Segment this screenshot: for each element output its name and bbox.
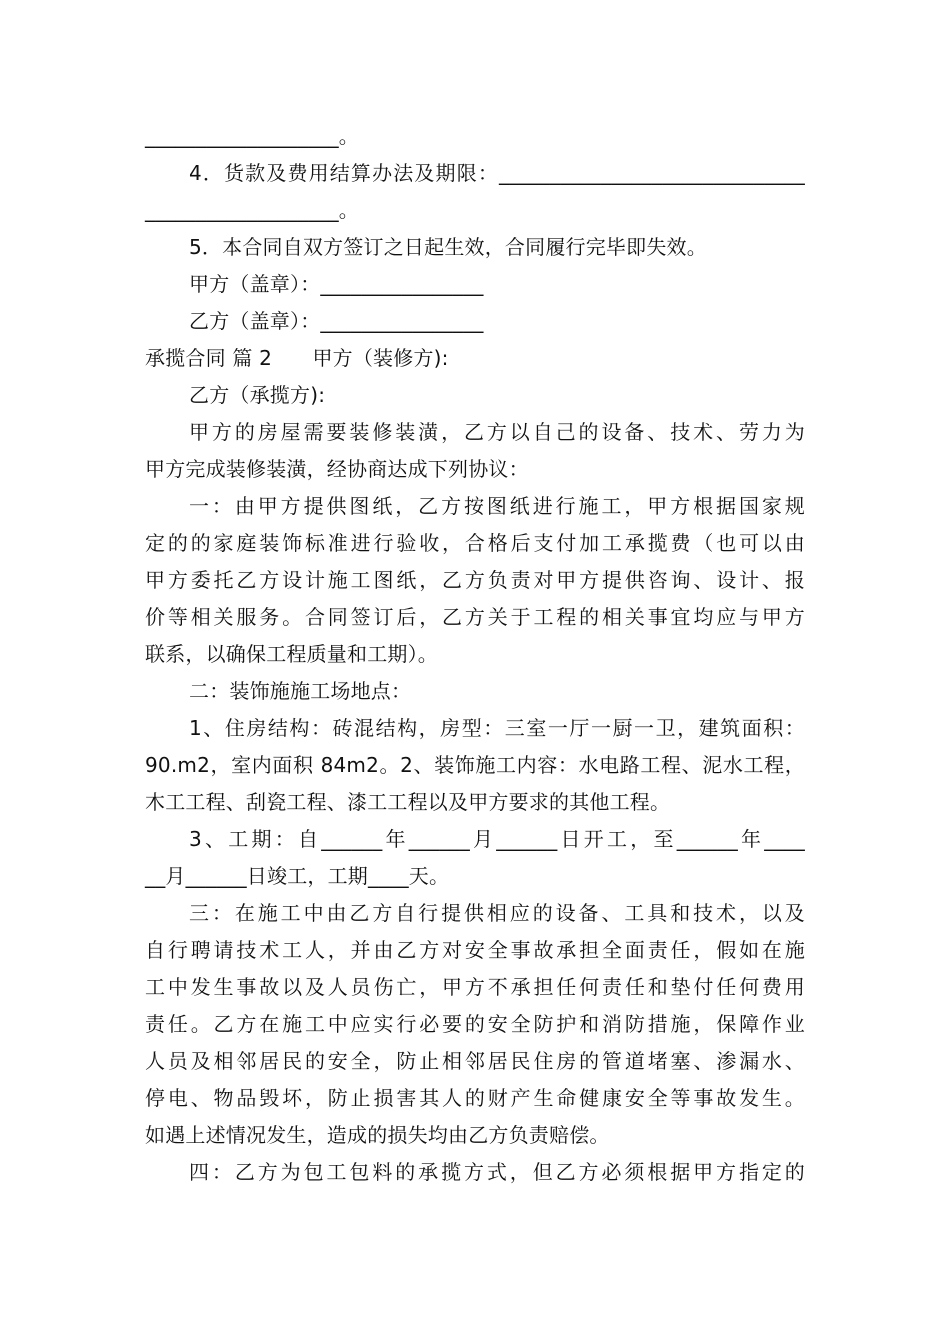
text-line: 乙方（承揽方):: [189, 383, 326, 407]
text-line: 如遇上述情况发生，造成的损失均由乙方负责赔偿。: [145, 1123, 610, 1147]
text-line: 自行聘请技术工人，并由乙方对安全事故承担全面责任，假如在施: [145, 938, 805, 962]
text-line: 1、住房结构：砖混结构，房型：三室一厅一厨一卫，建筑面积：: [189, 716, 805, 740]
text-line: 甲方的房屋需要装修装潢，乙方以自己的设备、技术、劳力为: [189, 420, 805, 444]
text-line: 4．货款及费用结算办法及期限：______________________________: [189, 161, 805, 185]
signature-line-party-a: 甲方（盖章）：________________: [189, 272, 484, 296]
text-line: 联系，以确保工程质量和工期）。: [145, 642, 438, 666]
document-page: [145, 118, 805, 1191]
section-heading: 承揽合同 篇 2 甲方（装修方):: [145, 346, 449, 370]
text-line: 90.m2，室内面积 84m2。2、装饰施工内容：水电路工程、泥水工程，: [145, 753, 805, 777]
text-line: 一：由甲方提供图纸，乙方按图纸进行施工，甲方根据国家规: [189, 494, 805, 518]
text-line: 工中发生事故以及人员伤亡，甲方不承担任何责任和垫付任何费用: [145, 975, 805, 999]
text-line: ___________________。: [145, 198, 359, 222]
text-line: 停电、物品毁坏，防止损害其人的财产生命健康安全等事故发生。: [145, 1086, 805, 1110]
text-line: __月______日竣工，工期____天。: [145, 864, 450, 888]
text-line: 甲方完成装修装潢，经协商达成下列协议：: [145, 457, 529, 481]
signature-line-party-b: 乙方（盖章）：________________: [189, 309, 484, 333]
text-line: 木工工程、刮瓷工程、漆工工程以及甲方要求的其他工程。: [145, 790, 671, 814]
text-line: ___________________。: [145, 124, 359, 148]
text-line: 甲方委托乙方设计施工图纸，乙方负责对甲方提供咨询、设计、报: [145, 568, 805, 592]
text-line: 三：在施工中由乙方自行提供相应的设备、工具和技术，以及: [189, 901, 805, 925]
text-line: 二：装饰施施工场地点：: [189, 679, 412, 703]
text-line: 5．本合同自双方签订之日起生效，合同履行完毕即失效。: [189, 235, 707, 259]
text-line: 责任。乙方在施工中应实行必要的安全防护和消防措施，保障作业: [145, 1012, 805, 1036]
text-line: 四：乙方为包工包料的承揽方式，但乙方必须根据甲方指定的: [189, 1160, 805, 1184]
text-line: 人员及相邻居民的安全，防止相邻居民住房的管道堵塞、渗漏水、: [145, 1049, 805, 1073]
text-line: 定的的家庭装饰标准进行验收，合格后支付加工承揽费（也可以由: [145, 531, 805, 555]
text-line: 价等相关服务。合同签订后，乙方关于工程的相关事宜均应与甲方: [145, 605, 805, 629]
text-line: 3、工期：自______年______月______日开工，至______年____: [189, 827, 805, 851]
